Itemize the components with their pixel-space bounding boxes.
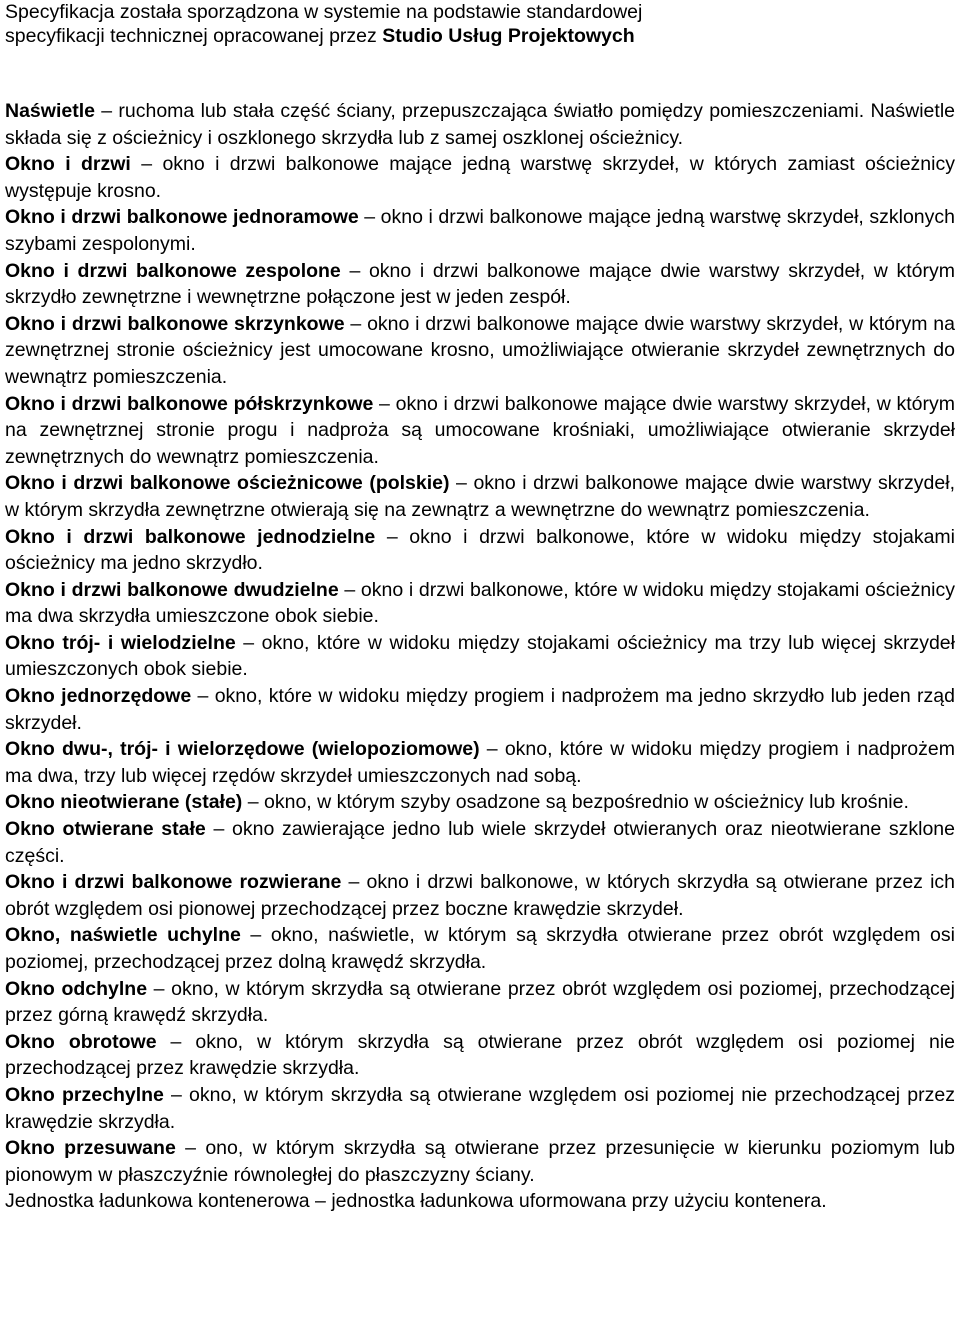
definition-entry bbox=[5, 1188, 955, 1215]
definition-text: okno zawierające jedno lub wiele skrzydeł otwieranych oraz nieotwierane szklone części. bbox=[5, 818, 955, 867]
definition-text: okno i drzwi balkonowe mające dwie warstwy skrzydeł, w którym na zewnętrznej stronie ościeżnicy jest umocowane krosno, umożliwiające otwieranie skrzydeł zewnętrznych do wewnątrz pomieszczenia. bbox=[5, 312, 955, 388]
definition-dash: – bbox=[163, 1083, 190, 1106]
definition-dash: – bbox=[191, 685, 215, 708]
definition-dash: – bbox=[130, 153, 163, 176]
definition-text: okno, w którym skrzydła są otwierane względem osi poziomej nie przechodzącej przez krawędzie skrzydła. bbox=[5, 1083, 955, 1133]
definition-term: Okno, naświetle uchylne bbox=[5, 924, 241, 947]
definition-text: okno i drzwi balkonowe mające jedną warstwę skrzydeł, w których zamiast ościeżnicy występuje krosno. bbox=[5, 153, 955, 202]
definition-dash: – bbox=[358, 206, 381, 229]
definition-dash: – bbox=[235, 631, 262, 654]
document-page bbox=[5, 0, 955, 1215]
definition-entry bbox=[5, 922, 955, 975]
definition-term: Okno i drzwi balkonowe jednodzielne bbox=[5, 525, 376, 548]
definition-entry bbox=[5, 98, 955, 151]
definition-dash: – bbox=[344, 312, 368, 335]
definition-term: Okno otwierane stałe bbox=[5, 818, 206, 841]
definition-text: okno, w którym szyby osadzone są bezpośrednio w ościeżnicy lub krośnie. bbox=[264, 791, 909, 814]
header-line-2 bbox=[5, 24, 955, 48]
definition-term: Okno i drzwi balkonowe jednoramowe bbox=[5, 206, 359, 229]
definition-entry bbox=[5, 736, 955, 789]
definition-entry bbox=[5, 630, 955, 683]
definition-dash: – bbox=[240, 924, 271, 947]
definition-term: Okno i drzwi balkonowe skrzynkowe bbox=[5, 312, 345, 335]
definition-term: Okno nieotwierane (stałe) bbox=[5, 791, 243, 814]
definition-text: okno i drzwi balkonowe mające dwie warstwy skrzydeł, w którym skrzydła zewnętrzne otwierają się na zewnątrz a wewnętrzne do wewnątrz pomieszczenia. bbox=[5, 472, 955, 521]
definition-text: okno i drzwi balkonowe mające dwie warstwy skrzydeł, w którym na zewnętrznej stronie progu i nadproża są umocowane krośniaki, umożliwiające otwieranie skrzydeł zewnętrznych do wewnątrz pomieszczenia. bbox=[5, 392, 955, 468]
definition-dash: – bbox=[479, 738, 505, 761]
definition-text: okno i drzwi balkonowe mające jedną warstwę skrzydeł, szklonych szybami zespolonymi. bbox=[5, 206, 955, 255]
definition-term: Jednostka ładunkowa kontenerowa bbox=[5, 1190, 310, 1213]
definition-text: okno i drzwi balkonowe mające dwie warstwy skrzydeł, w którym skrzydło zewnętrzne i wewnętrzne połączone jest w jeden zespół. bbox=[5, 259, 955, 309]
definition-text: okno, w którym skrzydła są otwierane przez obrót względem osi poziomej, przechodzącej przez górną krawędź skrzydła. bbox=[5, 977, 955, 1027]
definition-term: Okno odchylne bbox=[5, 977, 148, 1000]
definition-dash: – bbox=[338, 578, 361, 601]
definition-dash: – bbox=[375, 525, 410, 548]
definition-dash: – bbox=[373, 392, 396, 415]
definition-entry bbox=[5, 1029, 955, 1082]
definition-entry bbox=[5, 789, 955, 816]
definition-entry bbox=[5, 470, 955, 523]
definition-dash: – bbox=[242, 791, 264, 814]
definition-entry bbox=[5, 524, 955, 577]
definition-term: Okno obrotowe bbox=[5, 1030, 157, 1053]
definition-term: Okno i drzwi balkonowe ościeżnicowe (polskie) bbox=[5, 472, 450, 495]
definition-entry bbox=[5, 816, 955, 869]
definition-entry bbox=[5, 869, 955, 922]
definition-dash: – bbox=[156, 1030, 196, 1053]
definition-dash: – bbox=[94, 100, 119, 122]
definition-entry bbox=[5, 204, 955, 257]
definition-entry bbox=[5, 311, 955, 391]
definition-term: Okno i drzwi balkonowe dwudzielne bbox=[5, 578, 339, 601]
definition-text: jednostka ładunkowa uformowana przy użyciu kontenera. bbox=[331, 1190, 827, 1213]
definition-term: Okno i drzwi balkonowe rozwierane bbox=[5, 871, 342, 894]
definition-text: okno i drzwi balkonowe, które w widoku między stojakami ościeżnicy ma jedno skrzydło. bbox=[5, 525, 955, 575]
definition-dash: – bbox=[205, 818, 232, 841]
definition-entry bbox=[5, 258, 955, 311]
definition-dash: – bbox=[449, 472, 474, 495]
definition-dash: – bbox=[175, 1137, 206, 1160]
definition-term: Okno jednorzędowe bbox=[5, 685, 192, 708]
definition-term: Okno przechylne bbox=[5, 1083, 164, 1106]
header-studio-name: Studio Usług Projektowych bbox=[382, 25, 635, 47]
definition-text: okno, które w widoku między stojakami ościeżnicy ma trzy lub więcej skrzydeł umieszczonych obok siebie. bbox=[5, 631, 955, 681]
definition-term: Okno trój- i wielodzielne bbox=[5, 631, 236, 654]
definition-text: okno i drzwi balkonowe, które w widoku między stojakami ościeżnicy ma dwa skrzydła umieszczone obok siebie. bbox=[5, 578, 955, 628]
definition-entry bbox=[5, 683, 955, 736]
definition-text: ruchoma lub stała część ściany, przepuszczająca światło pomiędzy pomieszczeniami. Naświetle składa się z ościeżnicy i oszklonego skrzydła lub z samej oszklonej ościeżnicy. bbox=[5, 100, 955, 149]
definition-text: okno, w którym skrzydła są otwierane przez obrót względem osi poziomej nie przechodzącej przez krawędzie skrzydła. bbox=[5, 1030, 955, 1080]
definition-text: ono, w którym skrzydła są otwierane przez przesunięcie w kierunku poziomym lub pionowym w płaszczyźnie równoległej do płaszczyzny ściany. bbox=[5, 1137, 955, 1186]
definition-term: Okno i drzwi balkonowe zespolone bbox=[5, 259, 341, 282]
definition-term: Okno i drzwi balkonowe półskrzynkowe bbox=[5, 392, 374, 415]
document-header bbox=[5, 0, 955, 48]
definitions-list bbox=[5, 98, 955, 1215]
definition-entry bbox=[5, 151, 955, 204]
definition-term: Okno i drzwi bbox=[5, 153, 131, 176]
definition-entry bbox=[5, 1135, 955, 1188]
definition-term: Naświetle bbox=[5, 100, 95, 122]
definition-dash: – bbox=[340, 259, 369, 282]
header-line-1: Specyfikacja została sporządzona w systemie na podstawie standardowej bbox=[5, 1, 643, 23]
definition-dash: – bbox=[147, 977, 172, 1000]
definition-dash: – bbox=[341, 871, 367, 894]
definition-text: okno, naświetle, w którym są skrzydła otwierane przez obrót względem osi poziomej, przechodzącej przez dolną krawędź skrzydła. bbox=[5, 924, 955, 973]
definition-entry bbox=[5, 1082, 955, 1135]
definition-text: okno, które w widoku między progiem i nadprożem ma jedno skrzydło lub jeden rząd skrzydeł. bbox=[5, 685, 955, 734]
header-line-2-prefix: specyfikacji technicznej opracowanej przez bbox=[5, 25, 383, 47]
definition-entry bbox=[5, 577, 955, 630]
definition-dash: – bbox=[309, 1190, 332, 1213]
definition-entry bbox=[5, 976, 955, 1029]
definition-entry bbox=[5, 391, 955, 471]
definition-term: Okno przesuwane bbox=[5, 1137, 176, 1160]
definition-text: okno, które w widoku między progiem i nadprożem ma dwa, trzy lub więcej rzędów skrzydeł umieszczonych nad sobą. bbox=[5, 738, 955, 787]
definition-term: Okno dwu-, trój- i wielorzędowe (wielopoziomowe) bbox=[5, 738, 480, 761]
definition-text: okno i drzwi balkonowe, w których skrzydła są otwierane przez ich obrót względem osi pionowej przechodzącej przez boczne krawędzie skrzydeł. bbox=[5, 871, 955, 920]
